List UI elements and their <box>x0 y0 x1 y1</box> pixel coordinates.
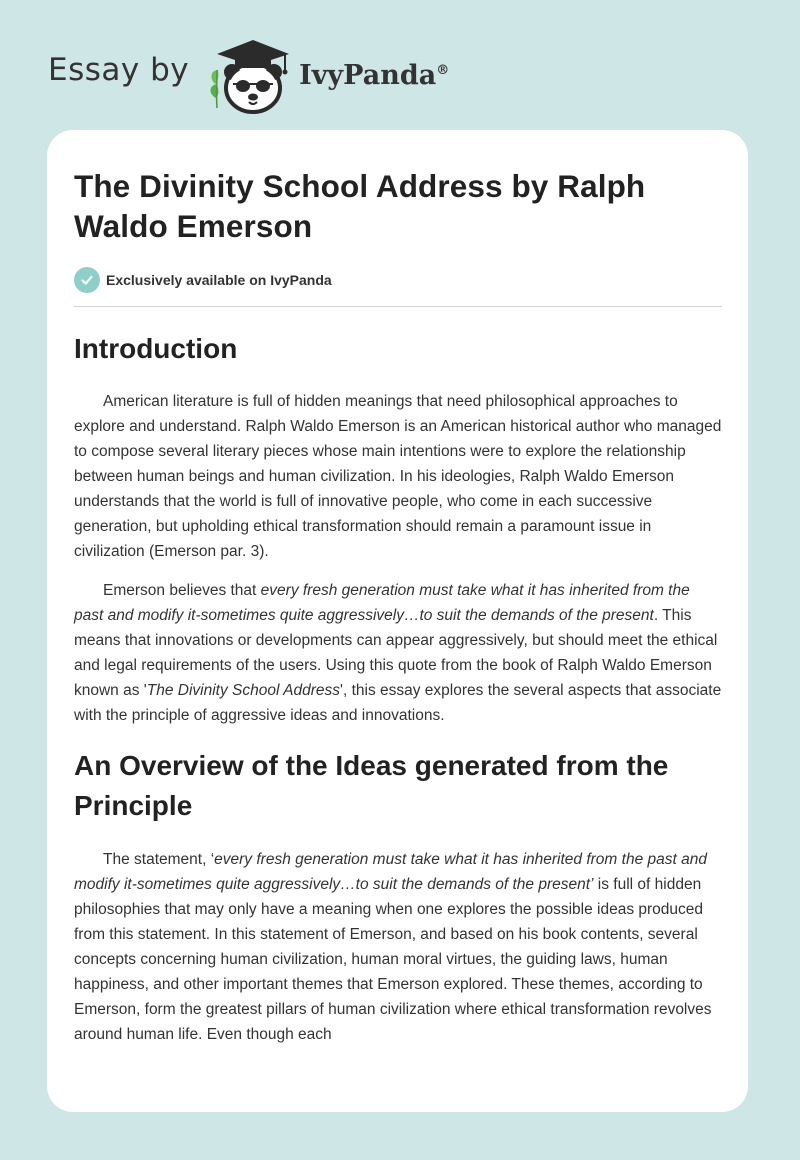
registered-mark: ® <box>436 62 450 78</box>
section-heading: Introduction <box>74 333 238 364</box>
paragraph: Emerson believes that every fresh generation must take what it has inherited from the past and modify it-sometimes quite aggressively…to suit the demands of the present. This means that innovations or developments can appear aggressively, but should meet the ethical and legal requirements of the users. Using this quote from the book of Ralph Waldo Emerson known as 'The Divinity School Address', this essay explores the several aspects that associate with the principle of aggressive ideas and innovations. <box>74 582 722 724</box>
section-heading: An Overview of the Ideas generated from the Principle <box>74 750 669 821</box>
paragraph: American literature is full of hidden meanings that need philosophical approaches to explore and understand. Ralph Waldo Emerson is an American historical author who managed to compose several literary pieces whose main intentions were to explore the relationship between human beings and human civilization. In his ideologies, Ralph Waldo Emerson understands that the world is full of innovative people, who come in each successive generation, but upholding ethical transformation should remain a paramount issue in civilization (Emerson par. 3). <box>74 393 722 560</box>
check-icon <box>74 267 100 293</box>
divider <box>74 306 722 307</box>
site-brand[interactable] <box>48 34 449 114</box>
brand-name: IvyPanda® <box>299 59 450 91</box>
book-title: The Divinity School Address <box>146 682 341 699</box>
ivy-leaf-icon <box>211 70 219 108</box>
brand-prefix: Essay by <box>48 52 190 88</box>
essay-card <box>47 130 748 1112</box>
essay-title: The Divinity School Address by Ralph Waldo Emerson <box>74 168 646 244</box>
quote: every fresh generation must take what it has inherited from the past and modify it-sometimes quite aggressively…to suit the demands of the present’ <box>74 851 707 893</box>
panda-logo-icon <box>205 34 295 114</box>
exclusive-badge <box>74 266 722 294</box>
paragraph: The statement, ‘every fresh generation must take what it has inherited from the past and modify it-sometimes quite aggressively…to suit the demands of the present’ is full of hidden philosophies that may only have a meaning when one explores the possible ideas produced from this statement. In this statement of Emerson, and based on his book contents, several concepts concerning human civilization, human moral virtues, the guiding laws, human happiness, and other important themes that Emerson explored. These themes, according to Emerson, form the greatest pillars of human civilization where ethical transformation revolves around human life. Even though each <box>74 851 712 1043</box>
exclusive-label: Exclusively available on IvyPanda <box>106 272 332 288</box>
quote: every fresh generation must take what it has inherited from the past and modify it-sometimes quite aggressively…to suit the demands of the present <box>74 582 690 624</box>
